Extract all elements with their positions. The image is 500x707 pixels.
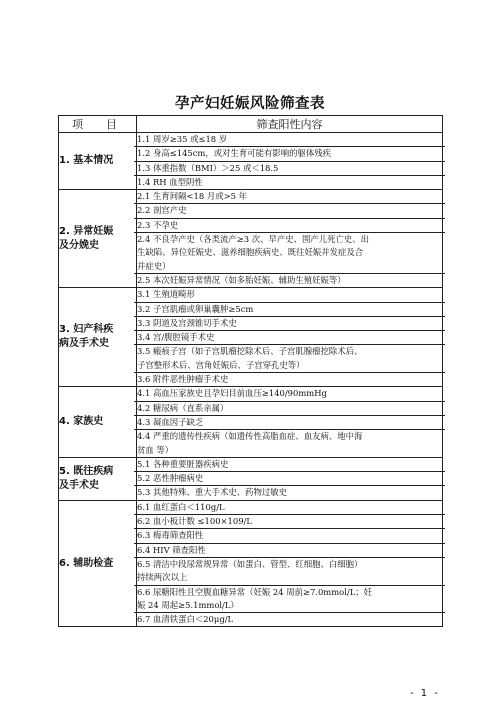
screening-item-line: 1.3 体重指数（BMI）＞25 或＜18.5 — [134, 161, 445, 175]
screening-item-line: 持续两次以上 — [137, 572, 188, 583]
items-cell — [137, 457, 443, 500]
screening-item-line: 4.1 高血压家族史且孕妇目前血压≥140/90mmHg — [137, 388, 327, 399]
screening-item-line: 3.5 瘢痕子宫（如子宫肌瘤挖除术后、子宫肌腺瘤挖除术后、 — [134, 344, 445, 358]
screening-item-line: 6.7 血清铁蛋白＜20μg/L — [134, 612, 445, 626]
screening-item-line: 6.1 血红蛋白＜110g/L — [137, 501, 225, 512]
screening-item-line: 5.3 其他特殊、重大手术史、药物过敏史 — [134, 485, 445, 499]
category-cell — [59, 190, 137, 288]
screening-item-line: 2.5 本次妊娠异常情况（如多胎妊娠、辅助生殖妊娠等） — [134, 273, 445, 287]
category-cell — [59, 500, 137, 627]
screening-item-line: 4.3 凝血因子缺乏 — [134, 415, 445, 429]
category-label: 及分娩史 — [59, 239, 99, 251]
screening-item-line: 2.2 剖宫产史 — [134, 203, 445, 217]
category-cell — [59, 457, 137, 500]
screening-item-line: 6.3 梅毒筛查阳性 — [134, 528, 445, 542]
category-cell — [59, 387, 137, 457]
category-label: 4. 家族史 — [59, 416, 104, 428]
header-item: 项 目 — [59, 116, 137, 133]
table-row — [59, 500, 443, 627]
screening-item-line: 3.4 宫/腹腔镜手术史 — [134, 330, 445, 344]
category-label: 病及手术史 — [59, 338, 109, 350]
header-content: 筛查阳性内容 — [137, 116, 443, 133]
items-cell — [137, 500, 443, 627]
table-body — [59, 133, 443, 627]
screening-item-line: 1.1 周岁≥35 或≤18 岁 — [137, 134, 228, 144]
category-cell — [59, 133, 137, 190]
screening-item-line: 娠 24 周起≥5.1mmol/L） — [137, 599, 239, 610]
screening-item-line: 生缺陷、异位妊娠史、滋养细胞疾病史、既往妊娠并发症及合 — [137, 247, 364, 258]
table-header-row — [59, 116, 443, 133]
items-cell — [137, 133, 443, 190]
risk-screening-table — [58, 115, 443, 627]
screening-item-line: 1.4 RH 血型阴性 — [134, 175, 445, 189]
screening-item-line: 1.2 身高≤145cm，或对生育可能有影响的躯体残疾 — [134, 146, 445, 160]
category-cell — [59, 288, 137, 387]
category-label: 5. 既往疾病 — [59, 465, 114, 477]
screening-item-line: 并症史） — [137, 260, 171, 271]
category-label: 3. 妇产科疾 — [59, 324, 114, 336]
items-cell — [137, 387, 443, 457]
screening-item-line: 6.4 HIV 筛查阳性 — [134, 543, 445, 557]
screening-item-line: 5.1 各种重要脏器疾病史 — [137, 458, 229, 469]
screening-item-line: 4.4 严重的遗传性疾病（如遗传性高脂血症、血友病、地中海 — [134, 429, 445, 443]
table-row — [59, 457, 443, 500]
table-row — [59, 288, 443, 387]
screening-item-line: 2.4 不良孕产史（各类流产≥3 次、早产史、围产儿死亡史、出 — [134, 232, 445, 246]
screening-item-line: 3.1 生殖道畸形 — [137, 289, 195, 300]
screening-item-line: 2.3 不孕史 — [134, 218, 445, 232]
screening-item-line: 6.2 血小板计数 ≤100×109/L — [134, 514, 445, 528]
screening-item-line: 3.2 子宫肌瘤或卵巢囊肿≥5cm — [134, 302, 445, 316]
screening-item-line: 2.1 生育间隔<18 月或>5 年 — [137, 191, 247, 202]
items-cell — [137, 190, 443, 288]
page-title: 孕产妇妊娠风险筛查表 — [175, 96, 325, 112]
screening-item-line: 3.6 附件恶性肿瘤手术史 — [134, 372, 445, 386]
category-label: 6. 辅助检查 — [59, 557, 114, 569]
screening-item-line: 5.2 恶性肿瘤病史 — [134, 471, 445, 485]
category-label: 2. 异常妊娠 — [59, 225, 114, 237]
screening-item-line: 4.2 糖尿病（直系亲属） — [134, 401, 445, 415]
screening-item-line: 贫血 等） — [137, 444, 174, 455]
table-row — [59, 387, 443, 457]
category-label: 1. 基本情况 — [59, 155, 114, 167]
screening-item-line: 3.3 阴道及宫颈锥切手术史 — [134, 316, 445, 330]
screening-item-line: 6.5 清洁中段尿常规异常（如蛋白、管型、红细胞、白细胞） — [134, 557, 445, 571]
screening-item-line: 6.6 尿糖阳性且空腹血糖异常（妊娠 24 周前≥7.0mmol/L；妊 — [134, 585, 445, 599]
items-cell — [137, 288, 443, 387]
table-row — [59, 133, 443, 190]
screening-item-line: 子宫整形术后、宫角妊娠后、子宫穿孔史等） — [137, 359, 305, 370]
category-label: 及手术史 — [59, 479, 99, 491]
page-number: - 1 - — [410, 688, 440, 699]
table-row — [59, 190, 443, 288]
